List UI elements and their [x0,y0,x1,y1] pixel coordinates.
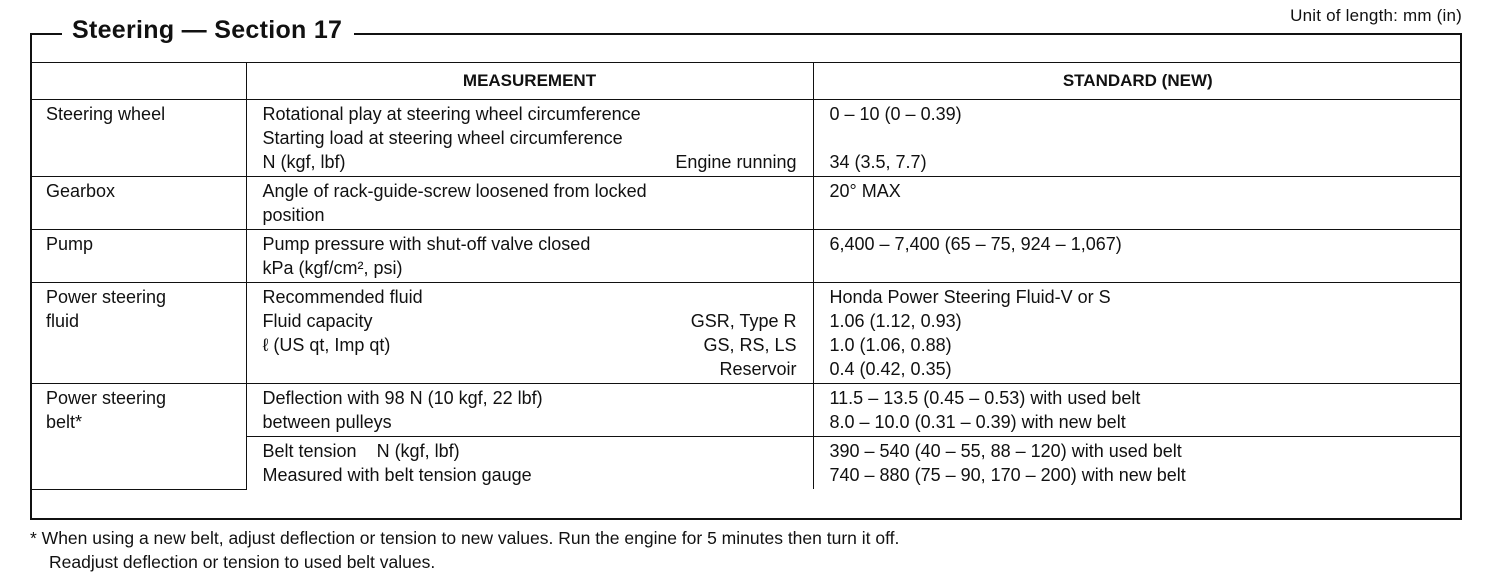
measurement-line: kPa (kgf/cm², psi) [262,258,403,278]
measurement-condition: GSR, Type R [690,311,797,331]
column-header-measurement: MEASUREMENT [246,63,813,100]
row-item-gearbox: Gearbox [30,177,246,230]
measurement-line [263,150,797,174]
measurement-line: position [262,205,325,225]
standard-cell [813,100,1462,177]
measurement-cell [246,283,813,384]
table-row [30,100,1462,177]
footnote [30,526,899,574]
measurement-line: between pulleys [262,412,392,432]
measurement-condition: GS, RS, LS [703,335,797,355]
measurement-label: Fluid capacity [262,311,373,331]
measurement-unit: ℓ (US qt, Imp qt) [262,335,391,355]
row-item-power-steering-fluid [30,283,246,384]
measurement-line: Measured with belt tension gauge [262,465,532,485]
standard-value: 34 (3.5, 7.7) [829,152,927,172]
measurement-line: Belt tension N (kgf, lbf) [262,441,460,461]
standard-value: 6,400 – 7,400 (65 – 75, 924 – 1,067) [829,234,1122,254]
column-header-item [30,63,246,100]
measurement-unit: N (kgf, lbf) [262,152,346,172]
standard-value: 0 – 10 (0 – 0.39) [829,104,962,124]
standard-value: 8.0 – 10.0 (0.31 – 0.39) with new belt [829,412,1126,432]
measurement-line [263,333,797,357]
footnote-line: * When using a new belt, adjust deflection or tension to new values. Run the engine for 5 minutes then turn it off. [30,528,900,548]
page-title: Steering — Section 17 [62,16,354,45]
standard-value: 390 – 540 (40 – 55, 88 – 120) with used belt [829,441,1182,461]
table-row [30,177,1462,230]
footnote-line: Readjust deflection or tension to used belt values. [49,552,436,572]
standard-value: 0.4 (0.42, 0.35) [829,359,952,379]
standard-value-blank [830,126,1447,150]
row-item-pump: Pump [30,230,246,283]
row-item-line: fluid [46,311,80,331]
row-item-power-steering-belt [30,384,246,490]
row-item-line: Power steering [46,388,167,408]
standard-value: 740 – 880 (75 – 90, 170 – 200) with new belt [829,465,1186,485]
table-row [30,230,1462,283]
standard-value: Honda Power Steering Fluid-V or S [829,287,1111,307]
unit-note: Unit of length: mm (in) [1290,6,1462,25]
measurement-line: Angle of rack-guide-screw loosened from locked [262,181,647,201]
table-row [30,384,1462,437]
measurement-line: Rotational play at steering wheel circumference [262,104,641,124]
column-header-standard: STANDARD (NEW) [813,63,1462,100]
row-item-line: Power steering [46,287,167,307]
standard-cell [813,384,1462,437]
standard-value: 1.0 (1.06, 0.88) [829,335,952,355]
standard-value: 20° MAX [829,181,901,201]
table-header-row [30,63,1462,100]
measurement-line [263,309,797,333]
measurement-line: Starting load at steering wheel circumference [262,128,623,148]
standard-value: 1.06 (1.12, 0.93) [829,311,962,331]
measurement-cell [246,100,813,177]
row-item-steering-wheel: Steering wheel [30,100,246,177]
measurement-line: Pump pressure with shut-off valve closed [262,234,591,254]
measurement-cell [246,230,813,283]
measurement-line [263,357,797,381]
measurement-condition: Engine running [675,152,797,172]
standard-cell [813,283,1462,384]
standard-value: 11.5 – 13.5 (0.45 – 0.53) with used belt [829,388,1141,408]
standard-cell [813,437,1462,490]
measurement-condition: Reservoir [719,359,797,379]
measurement-cell [246,437,813,490]
measurement-line: Recommended fluid [262,287,423,307]
standard-cell [813,230,1462,283]
standard-cell [813,177,1462,230]
spec-table [30,62,1462,490]
measurement-cell [246,177,813,230]
table-row [30,283,1462,384]
measurement-line: Deflection with 98 N (10 kgf, 22 lbf) [262,388,543,408]
measurement-cell [246,384,813,437]
row-item-line: belt* [46,412,83,432]
